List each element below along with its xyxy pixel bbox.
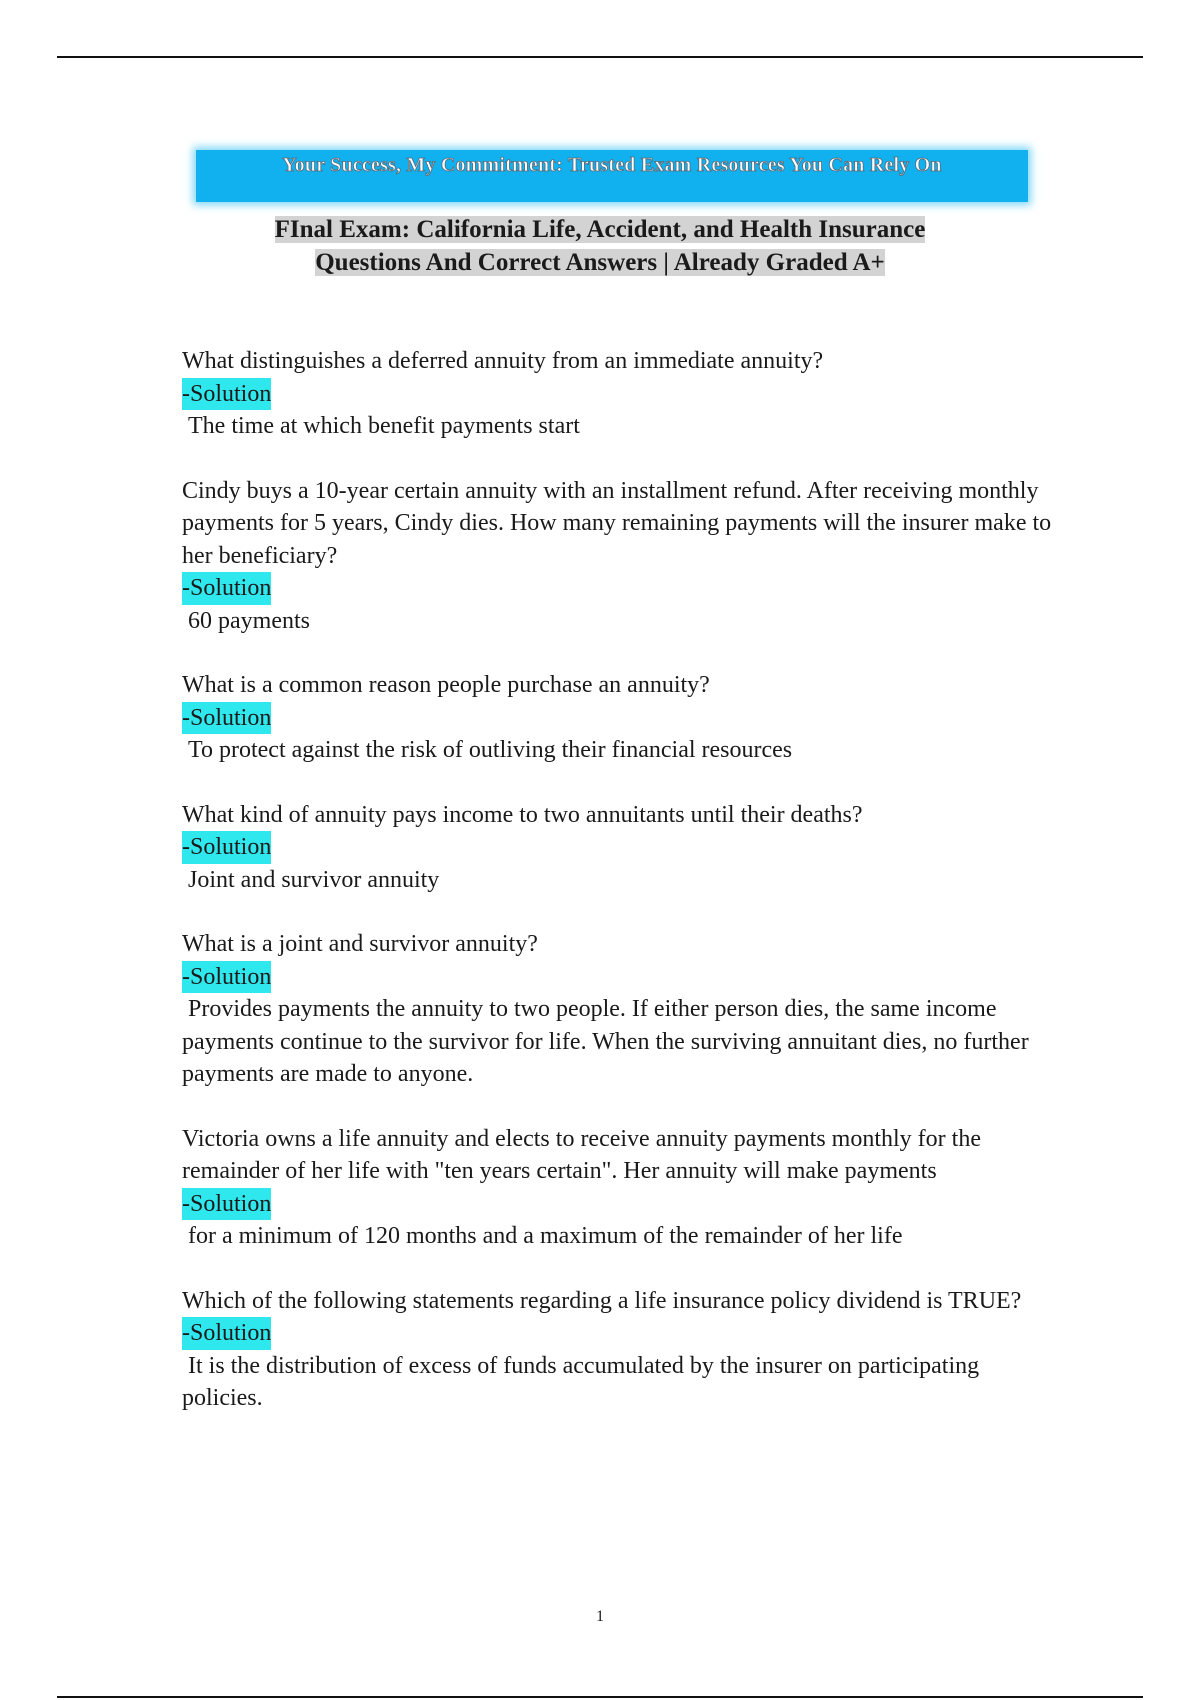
qa-item xyxy=(182,669,1062,767)
question-text: Cindy buys a 10-year certain annuity with an installment refund. After receiving monthly payments for 5 years, Cindy dies. How many remaining payments will the insurer make to her beneficiary? xyxy=(182,477,1052,569)
solution-label: -Solution xyxy=(182,961,271,994)
qa-list xyxy=(182,345,1062,1447)
solution-label: -Solution xyxy=(182,831,271,864)
question-text: What distinguishes a deferred annuity from an immediate annuity? xyxy=(182,348,824,374)
question-text: Victoria owns a life annuity and elects to receive annuity payments monthly for the remainder of her life with "ten years certain". Her annuity will make payments xyxy=(182,1125,981,1184)
promo-banner xyxy=(196,150,1028,202)
page-number: 1 xyxy=(596,1608,604,1625)
question-text: What kind of annuity pays income to two annuitants until their deaths? xyxy=(182,801,863,828)
answer-text: The time at which benefit payments start xyxy=(188,413,580,439)
document-title xyxy=(0,213,1200,279)
answer-text: It is the distribution of excess of funds accumulated by the insurer on participating policies. xyxy=(182,1352,980,1411)
answer-text: Joint and survivor annuity xyxy=(188,866,440,893)
answer-text: for a minimum of 120 months and a maximum of the remainder of her life xyxy=(188,1223,903,1249)
solution-label: -Solution xyxy=(182,572,271,605)
answer-text: To protect against the risk of outliving their financial resources xyxy=(188,737,793,763)
top-rule xyxy=(57,56,1143,58)
title-line-2: Questions And Correct Answers | Already Graded A+ xyxy=(315,249,885,276)
qa-item xyxy=(182,799,1062,897)
qa-item xyxy=(182,1285,1062,1415)
solution-label: -Solution xyxy=(182,378,271,411)
qa-item xyxy=(182,475,1062,638)
answer-text: Provides payments the annuity to two people. If either person dies, the same income payments continue to the survivor for life. When the surviving annuitant dies, no further payments are made to anyone. xyxy=(182,996,1029,1087)
question-text: What is a joint and survivor annuity? xyxy=(182,931,538,957)
question-text: Which of the following statements regarding a life insurance policy dividend is TRUE? xyxy=(182,1287,1022,1314)
title-line-1: FInal Exam: California Life, Accident, and Health Insurance xyxy=(274,216,926,243)
banner-text: Your Success, My Commitment: Trusted Exam Resources You Can Rely On xyxy=(282,154,942,176)
bottom-rule xyxy=(57,1696,1143,1698)
question-text: What is a common reason people purchase an annuity? xyxy=(182,672,710,698)
solution-label: -Solution xyxy=(182,1188,271,1221)
qa-item xyxy=(182,1123,1062,1253)
answer-text: 60 payments xyxy=(188,607,310,634)
solution-label: -Solution xyxy=(182,1317,271,1350)
solution-label: -Solution xyxy=(182,702,271,735)
qa-item xyxy=(182,928,1062,1091)
qa-item xyxy=(182,345,1062,443)
